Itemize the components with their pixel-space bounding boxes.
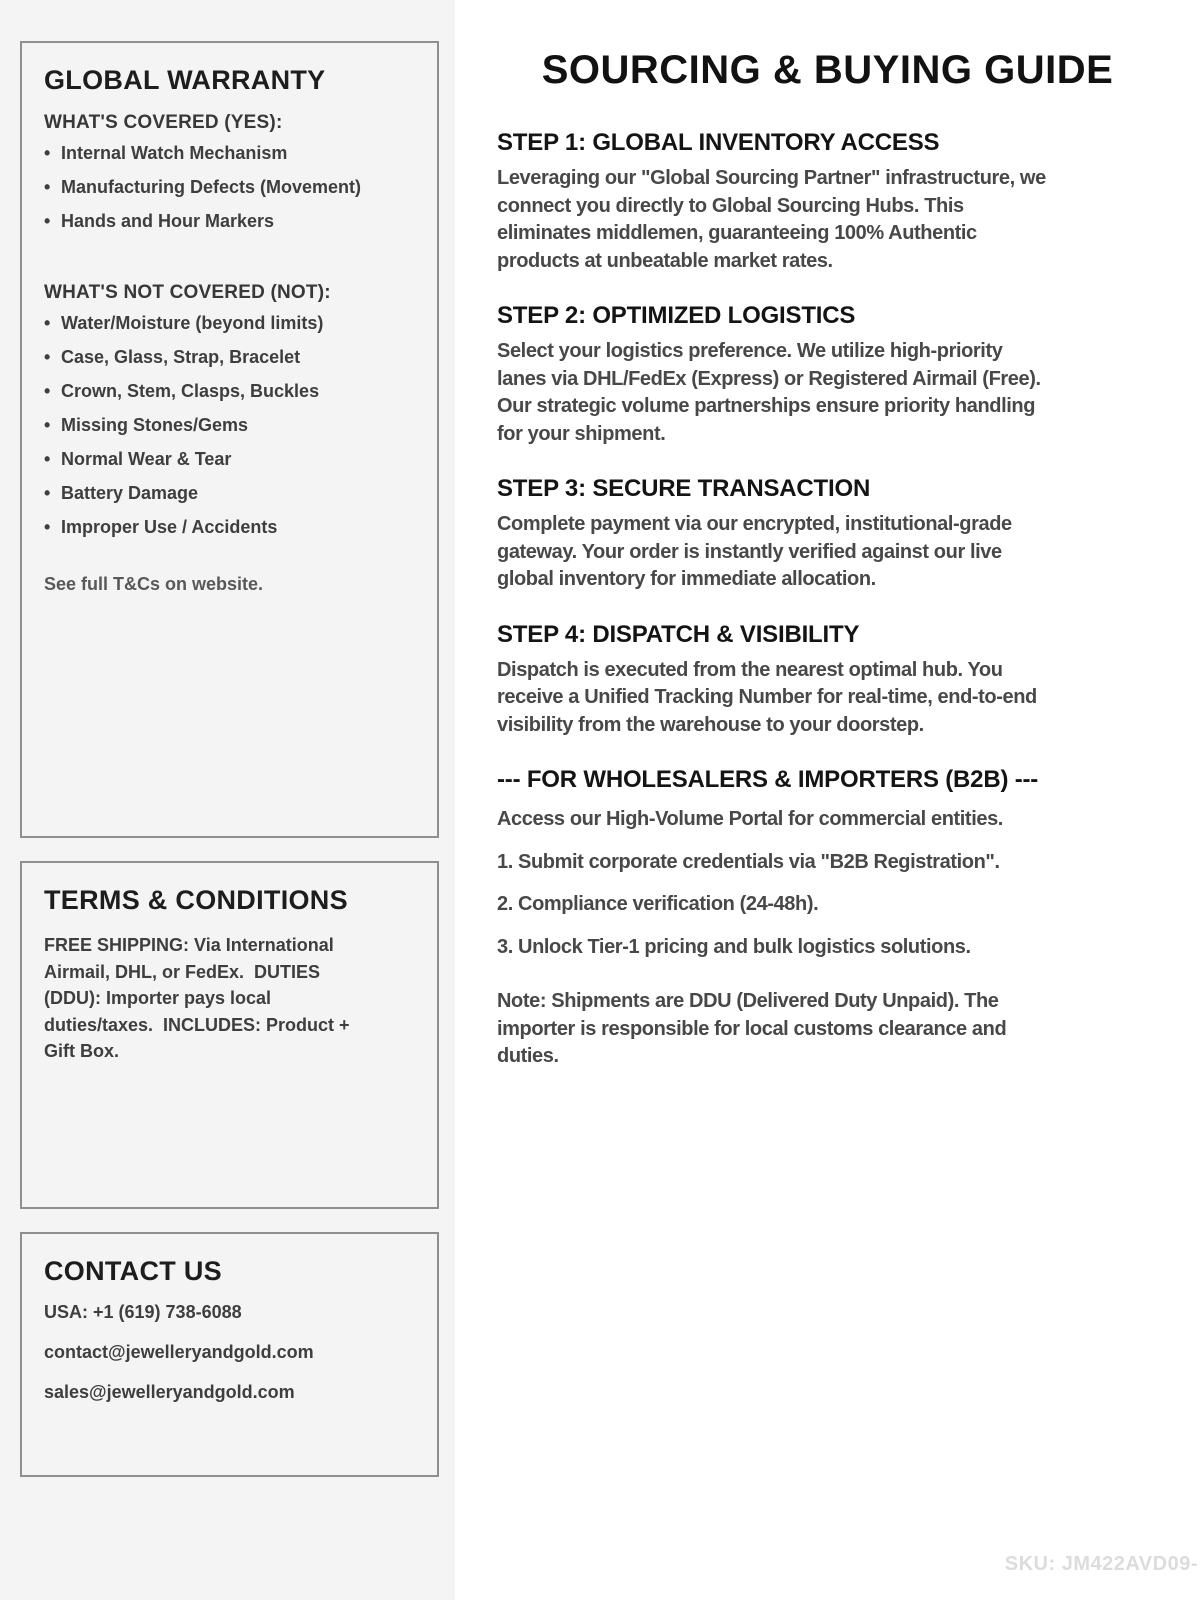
- not-covered-item: • Case, Glass, Strap, Bracelet: [44, 348, 415, 366]
- step-4-heading: STEP 4: DISPATCH & VISIBILITY: [497, 620, 860, 648]
- step-2-body: Select your logistics preference. We utilize high-priority lanes via DHL/FedEx (Express) or Registered Airmail (Free). Our strategic volume partnerships ensure priority handling for your shipment.: [497, 340, 1041, 445]
- not-covered-item: • Battery Damage: [44, 484, 415, 502]
- contact-title: CONTACT US: [44, 1256, 222, 1286]
- terms-panel: [20, 861, 439, 1209]
- sales-email: sales@jewelleryandgold.com: [44, 1382, 295, 1402]
- covered-list: [44, 144, 415, 230]
- sidebar: [0, 0, 455, 1600]
- not-covered-item: • Crown, Stem, Clasps, Buckles: [44, 382, 415, 400]
- covered-item: • Internal Watch Mechanism: [44, 144, 415, 162]
- step-1-body: Leveraging our "Global Sourcing Partner" infrastructure, we connect you directly to Global Sourcing Hubs. This eliminates middlemen, guaranteeing 100% Authentic products at unbeatable market rates.: [497, 167, 1046, 272]
- not-covered-item: • Water/Moisture (beyond limits): [44, 314, 415, 332]
- b2b-item-1: 1. Submit corporate credentials via "B2B Registration".: [497, 850, 1000, 873]
- terms-body: FREE SHIPPING: Via International Airmail, DHL, or FedEx. DUTIES (DDU): Importer pays local duties/taxes. INCLUDES: Product + Gift Box.: [44, 935, 355, 1061]
- step-3-body: Complete payment via our encrypted, institutional-grade gateway. Your order is instantly verified against our live global inventory for immediate allocation.: [497, 513, 1012, 590]
- not-covered-heading: WHAT'S NOT COVERED (NOT):: [44, 282, 331, 303]
- b2b-note: Note: Shipments are DDU (Delivered Duty Unpaid). The importer is responsible for local customs clearance and duties.: [497, 990, 1007, 1067]
- warranty-title: GLOBAL WARRANTY: [44, 65, 326, 95]
- covered-item: • Manufacturing Defects (Movement): [44, 178, 415, 196]
- contact-email: contact@jewelleryandgold.com: [44, 1342, 314, 1362]
- not-covered-item: • Missing Stones/Gems: [44, 416, 415, 434]
- b2b-heading: --- FOR WHOLESALERS & IMPORTERS (B2B) ---: [497, 766, 1039, 793]
- main-content-area: [455, 0, 1200, 1600]
- not-covered-item: • Improper Use / Accidents: [44, 518, 415, 536]
- step-3-heading: STEP 3: SECURE TRANSACTION: [497, 475, 871, 502]
- b2b-item-2: 2. Compliance verification (24-48h).: [497, 893, 819, 915]
- b2b-intro: Access our High-Volume Portal for commercial entities.: [497, 808, 1003, 830]
- step-1-heading: STEP 1: GLOBAL INVENTORY ACCESS: [497, 129, 940, 156]
- warranty-footnote: See full T&Cs on website.: [44, 574, 264, 594]
- step-2-heading: STEP 2: OPTIMIZED LOGISTICS: [497, 302, 856, 329]
- not-covered-list: [44, 314, 415, 536]
- contact-panel: [20, 1232, 439, 1477]
- not-covered-item: • Normal Wear & Tear: [44, 450, 415, 468]
- warranty-panel: [20, 41, 439, 838]
- step-4-body: Dispatch is executed from the nearest optimal hub. You receive a Unified Tracking Number for real-time, end-to-end visibility from the warehouse to your doorstep.: [497, 658, 1037, 736]
- contact-phone: USA: +1 (619) 738-6088: [44, 1302, 242, 1322]
- b2b-item-3: 3. Unlock Tier-1 pricing and bulk logistics solutions.: [497, 935, 971, 958]
- guide-body: [455, 93, 1095, 1071]
- guide-title: SOURCING & BUYING GUIDE: [541, 48, 1114, 92]
- covered-heading: WHAT'S COVERED (YES):: [44, 112, 283, 133]
- terms-title: TERMS & CONDITIONS: [44, 885, 348, 915]
- sku-label: SKU: JM422AVD09-: [1004, 1553, 1198, 1575]
- covered-item: • Hands and Hour Markers: [44, 212, 415, 230]
